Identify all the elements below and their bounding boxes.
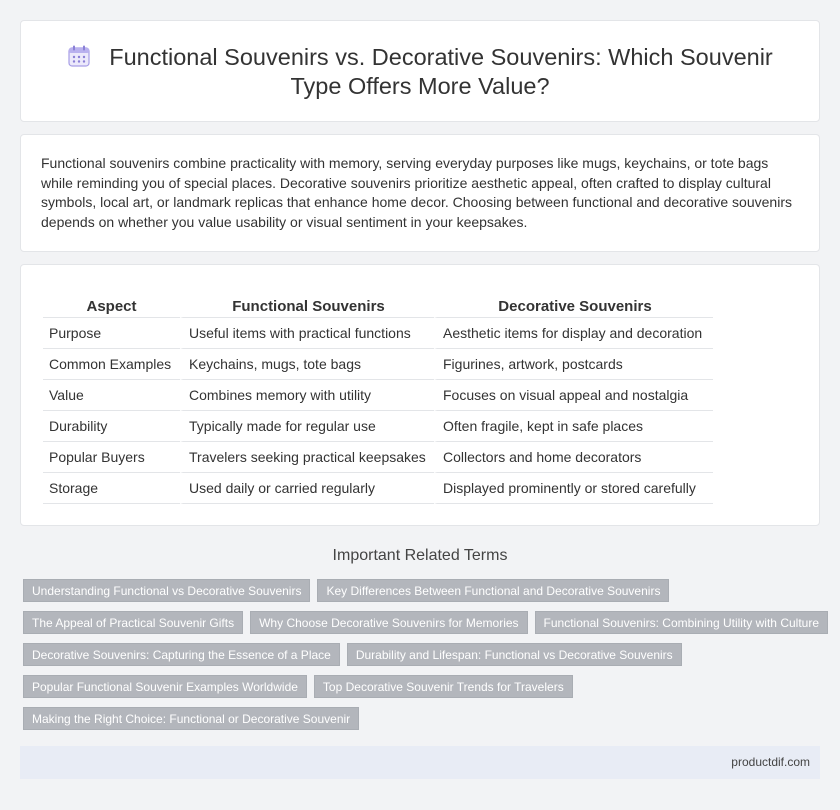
header-card — [20, 20, 820, 122]
cell-decorative: Displayed prominently or stored carefully — [434, 473, 713, 504]
related-terms-title: Important Related Terms — [332, 547, 508, 564]
related-terms-row — [23, 707, 823, 730]
cell-decorative: Often fragile, kept in safe places — [434, 411, 713, 442]
cell-aspect: Popular Buyers — [43, 442, 180, 473]
column-header-decorative: Decorative Souvenirs — [434, 297, 713, 318]
related-term-tag[interactable]: The Appeal of Practical Souvenir Gifts — [23, 611, 243, 634]
table-row — [43, 380, 713, 411]
related-terms-row — [23, 611, 823, 634]
comparison-card — [20, 264, 820, 526]
cell-functional: Used daily or carried regularly — [180, 473, 434, 504]
related-terms-row — [23, 579, 823, 602]
footer-site-link[interactable]: productdif.com — [731, 755, 810, 769]
title-wrap — [61, 43, 779, 101]
cell-functional: Keychains, mugs, tote bags — [180, 349, 434, 380]
related-term-tag[interactable]: Durability and Lifespan: Functional vs Decorative Souvenirs — [347, 643, 682, 666]
page-title-text: Functional Souvenirs vs. Decorative Souvenirs: Which Souvenir Type Offers More Value? — [109, 44, 773, 99]
cell-aspect: Purpose — [43, 318, 180, 349]
cell-aspect: Durability — [43, 411, 180, 442]
table-row — [43, 349, 713, 380]
cell-functional: Travelers seeking practical keepsakes — [180, 442, 434, 473]
related-term-tag[interactable]: Popular Functional Souvenir Examples Worldwide — [23, 675, 307, 698]
related-term-tag[interactable]: Key Differences Between Functional and Decorative Souvenirs — [317, 579, 669, 602]
intro-card — [20, 134, 820, 252]
cell-functional: Combines memory with utility — [180, 380, 434, 411]
table-row — [43, 442, 713, 473]
related-term-tag[interactable]: Why Choose Decorative Souvenirs for Memories — [250, 611, 527, 634]
cell-decorative: Aesthetic items for display and decoration — [434, 318, 713, 349]
related-term-tag[interactable]: Making the Right Choice: Functional or Decorative Souvenir — [23, 707, 359, 730]
comparison-table — [43, 297, 713, 504]
column-header-functional: Functional Souvenirs — [180, 297, 434, 318]
cell-aspect: Common Examples — [43, 349, 180, 380]
column-header-aspect: Aspect — [43, 297, 180, 318]
related-terms-list — [23, 579, 823, 739]
related-terms-row — [23, 643, 823, 666]
related-term-tag[interactable]: Top Decorative Souvenir Trends for Travelers — [314, 675, 573, 698]
cell-decorative: Collectors and home decorators — [434, 442, 713, 473]
page-title — [61, 43, 779, 101]
calendar-icon — [67, 44, 91, 68]
related-term-tag[interactable]: Decorative Souvenirs: Capturing the Essence of a Place — [23, 643, 340, 666]
cell-functional: Typically made for regular use — [180, 411, 434, 442]
intro-text: Functional souvenirs combine practicality with memory, serving everyday purposes like mugs, keychains, or tote bags while reminding you of special places. Decorative souvenirs prioritize aesthetic appeal, often crafted to display cultural symbols, local art, or landmark replicas that enhance home decor. Choosing between functional and decorative souvenirs depends on whether you value usability or visual sentiment in your keepsakes. — [41, 155, 792, 230]
cell-functional: Useful items with practical functions — [180, 318, 434, 349]
table-row — [43, 318, 713, 349]
cell-decorative: Figurines, artwork, postcards — [434, 349, 713, 380]
related-term-tag[interactable]: Understanding Functional vs Decorative Souvenirs — [23, 579, 310, 602]
cell-decorative: Focuses on visual appeal and nostalgia — [434, 380, 713, 411]
related-term-tag[interactable]: Functional Souvenirs: Combining Utility with Culture — [535, 611, 828, 634]
table-row — [43, 411, 713, 442]
table-row — [43, 473, 713, 504]
footer — [20, 746, 820, 779]
table-header-row — [43, 297, 713, 318]
cell-aspect: Value — [43, 380, 180, 411]
cell-aspect: Storage — [43, 473, 180, 504]
related-terms-row — [23, 675, 823, 698]
